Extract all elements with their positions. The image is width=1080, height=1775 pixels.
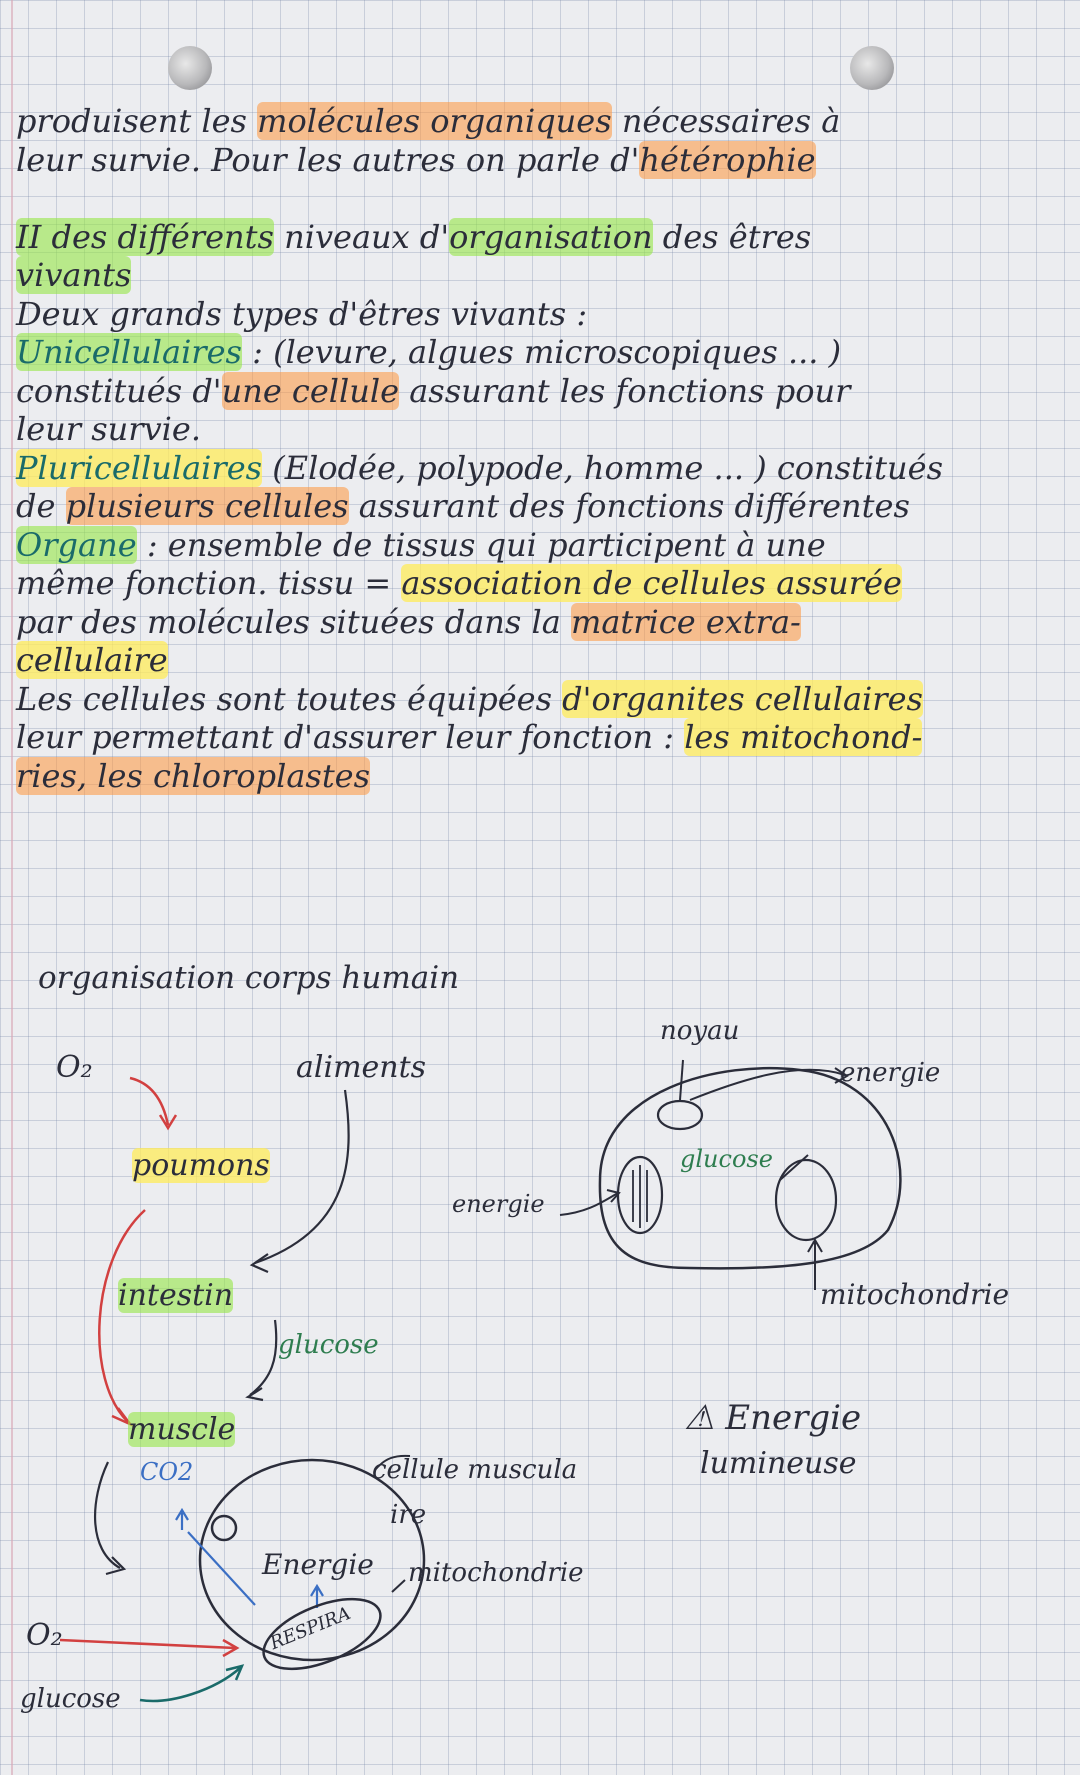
note-segment: leur permettant d'assurer leur fonction :: [16, 718, 685, 756]
o2-label-bottom: O₂: [26, 1618, 63, 1653]
note-segment: constitués d': [16, 371, 222, 410]
note-segment: de: [16, 487, 66, 525]
note-segment: association de cellules assurée: [401, 564, 902, 602]
cellule-musculaire-label-1: cellule muscula: [372, 1455, 578, 1485]
glucose-label-bottom: glucose: [20, 1684, 121, 1714]
note-segment: : (levure, algues microscopiques ... ): [241, 333, 842, 371]
co2-label: CO2: [140, 1458, 194, 1486]
mitochondrie-label: mitochondrie: [408, 1558, 584, 1588]
note-segment: par des molécules situées dans la: [16, 602, 571, 641]
cellule-musculaire-label-2: ire: [390, 1500, 427, 1530]
lumineuse-label: lumineuse: [700, 1446, 857, 1481]
note-segment: organisation: [449, 217, 653, 256]
note-segment: nécessaires à: [611, 102, 841, 140]
respira-label: RESPIRA: [267, 1602, 354, 1655]
energie-cell-label: Energie: [262, 1548, 374, 1581]
o2-label-top: O₂: [56, 1050, 93, 1085]
note-segment: une cellule: [221, 371, 400, 410]
note-segment: : ensemble de tissus qui participent à une: [136, 525, 826, 564]
note-segment: produisent les: [16, 102, 258, 140]
note-segment: Pluricellulaires: [16, 448, 263, 487]
note-segment: des êtres: [652, 217, 812, 256]
note-segment: d'organites cellulaires: [562, 679, 923, 718]
note-segment: Deux grands types d'êtres vivants :: [16, 294, 588, 333]
note-segment: Les cellules sont toutes équipées: [16, 679, 563, 718]
mitochondrie-label-right: mitochondrie: [820, 1278, 1010, 1311]
note-segment: même fonction. tissu =: [16, 564, 402, 602]
note-segment: vivants: [16, 256, 132, 294]
poumons-label: poumons: [132, 1148, 270, 1183]
aliments-label: aliments: [296, 1050, 427, 1085]
note-segment: ries, les chloroplastes: [16, 756, 371, 795]
diagram-title: organisation corps humain: [38, 960, 460, 996]
note-segment: niveaux d': [273, 217, 450, 256]
note-segment: II des différents: [16, 217, 274, 256]
note-segment: Organe: [16, 525, 137, 564]
note-segment: leur survie.: [16, 410, 201, 448]
glucose-label-right: glucose: [680, 1145, 773, 1173]
note-segment: les mitochond-: [684, 718, 923, 756]
intestin-label: intestin: [118, 1278, 234, 1313]
note-segment: assurant les fonctions pour: [399, 371, 851, 410]
note-segment: cellulaire: [16, 641, 168, 679]
note-segment: hétérophie: [639, 140, 816, 179]
muscle-label: muscle: [128, 1412, 236, 1447]
note-segment: matrice extra-: [570, 602, 801, 641]
note-segment: molécules organiques: [257, 102, 612, 140]
warning-energie-label: ⚠ Energie: [684, 1398, 862, 1438]
note-segment: (Elodée, polypode, homme ... ) constitués: [262, 448, 943, 487]
note-segment: leur survie. Pour les autres on parle d': [16, 140, 640, 179]
noyau-label: noyau: [660, 1016, 740, 1046]
energie-label-left: energie: [452, 1190, 545, 1218]
energie-label-right: energie: [840, 1058, 941, 1088]
note-segment: Unicellulaires: [16, 333, 242, 371]
note-segment: plusieurs cellules: [65, 487, 349, 525]
glucose-label-mid: glucose: [278, 1330, 379, 1360]
note-segment: assurant des fonctions différentes: [348, 487, 910, 525]
